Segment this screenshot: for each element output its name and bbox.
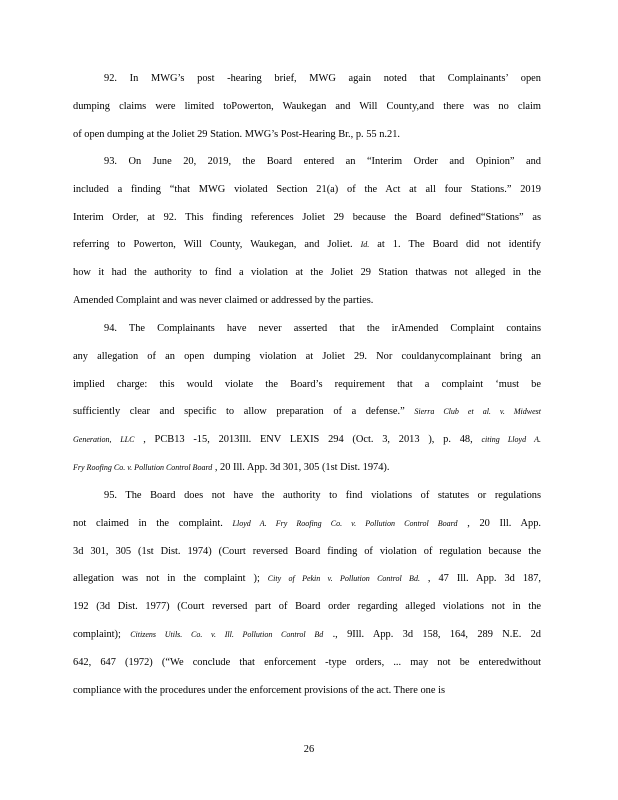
- text-line: [73, 121, 541, 149]
- body-text: Interim Order, at 92. This finding references Joliet 29 because the Board defined“Stations” as: [73, 211, 541, 223]
- text-line: [73, 482, 541, 510]
- body-text: Amended Complaint and was never claimed or addressed by the parties.: [73, 294, 374, 306]
- body-text: any allegation of an open dumping violation at Joliet 29. Nor couldanycomplainant bring an: [73, 350, 541, 362]
- page-number: 26: [303, 744, 315, 755]
- text-line: [73, 287, 541, 315]
- body-text: [111, 434, 120, 445]
- text-line: [73, 93, 541, 121]
- text-line: [73, 677, 541, 705]
- citation-text: City of Pekin v. Pollution Control Bd.: [267, 574, 420, 584]
- text-line: [73, 621, 541, 649]
- text-line: [73, 176, 541, 204]
- text-line: [73, 510, 541, 538]
- body-text: dumping claims were limited toPowerton, Waukegan and Will County,and there was no claim: [73, 100, 541, 112]
- text-line: [73, 538, 541, 566]
- body-text: compliance with the procedures under the enforcement provisions of the act. There one is: [73, 684, 446, 696]
- citation-text: Sierra Club et al. v. Midwest: [414, 407, 541, 417]
- text-line: [73, 398, 541, 426]
- text-line: [73, 259, 541, 287]
- body-text: 3d 301, 305 (1st Dist. 1974) (Court reversed Board finding of violation of regulation because the: [73, 545, 541, 557]
- citation-text: Lloyd A. Fry Roofing Co. v. Pollution Control Board: [232, 518, 458, 528]
- citation-text: Generation,: [73, 435, 112, 444]
- text-line: [73, 204, 541, 232]
- citation-text: Citizens Utils. Co. v. Ill. Pollution Control Bd: [130, 629, 324, 639]
- body-text: 94. The Complainants have never asserted that the irAmended Complaint contains: [104, 323, 541, 334]
- paragraph-92: [73, 65, 541, 148]
- paragraph-93: [73, 148, 541, 315]
- citation-text: citing Lloyd A.: [481, 435, 541, 444]
- text-line: [73, 65, 541, 93]
- text-line: [73, 565, 541, 593]
- text-line: [73, 426, 541, 454]
- text-line: [73, 315, 541, 343]
- body-text: 93. On June 20, 2019, the Board entered an “Interim Order and Opinion” and: [104, 156, 541, 167]
- citation-text: LLC: [120, 435, 135, 444]
- citation-text: Fry Roofing Co. v. Pollution Control Board: [73, 462, 213, 472]
- body-text: how it had the authority to find a violation at the Joliet 29 Station thatwas not alleged in the: [73, 267, 541, 279]
- body-text: of open dumping at the Joliet 29 Station. MWG’s Post-Hearing Br., p. 55 n.21.: [73, 128, 400, 140]
- paragraph-94: [73, 315, 541, 426]
- paragraph-95: [73, 482, 541, 704]
- body-text: 92. In MWG’s post -hearing brief, MWG again noted that Complainants’ open: [104, 73, 541, 84]
- body-text: , 20 Ill. App.: [457, 517, 541, 529]
- body-text: , 20 Ill. App. 3d 301, 305 (1st Dist. 1974).: [212, 461, 390, 473]
- body-text: 95. The Board does not have the authority to find violations of statutes or regulations: [104, 490, 541, 501]
- body-text: implied charge: this would violate the Board’s requirement that a complaint ‘must be: [73, 378, 541, 390]
- body-text: not claimed in the complaint.: [73, 517, 233, 529]
- body-text: at 1. The Board did not identify: [369, 239, 541, 251]
- body-text: allegation was not in the complaint );: [73, 573, 268, 585]
- text-line: [73, 454, 541, 482]
- text-line: [73, 649, 541, 677]
- paragraph-94-continued: [73, 426, 541, 482]
- text-line: [73, 148, 541, 176]
- body-text: , PCB13 -15, 2013Ill. ENV LEXIS 294 (Oct. 3, 2013 ), p. 48,: [134, 434, 482, 445]
- body-text: 192 (3d Dist. 1977) (Court reversed part of Board order regarding alleged violations not in the: [73, 601, 541, 613]
- body-text: , 47 Ill. App. 3d 187,: [419, 573, 542, 585]
- text-line: [73, 231, 541, 259]
- body-text: ., 9Ill. App. 3d 158, 164, 289 N.E. 2d: [323, 628, 541, 640]
- body-text: 642, 647 (1972) (“We conclude that enforcement -type orders, ... may not be enteredwithout: [73, 656, 541, 668]
- body-text: included a finding “that MWG violated Section 21(a) of the Act at all four Stations.” 2019: [73, 183, 541, 195]
- body-text: sufficiently clear and specific to allow preparation of a defense.”: [73, 406, 415, 418]
- text-line: [73, 343, 541, 371]
- citation-text: Id.: [360, 240, 370, 250]
- body-text: complaint);: [73, 628, 131, 640]
- body-text: referring to Powerton, Will County, Waukegan, and Joliet.: [73, 239, 361, 251]
- text-line: [73, 593, 541, 621]
- text-line: [73, 371, 541, 399]
